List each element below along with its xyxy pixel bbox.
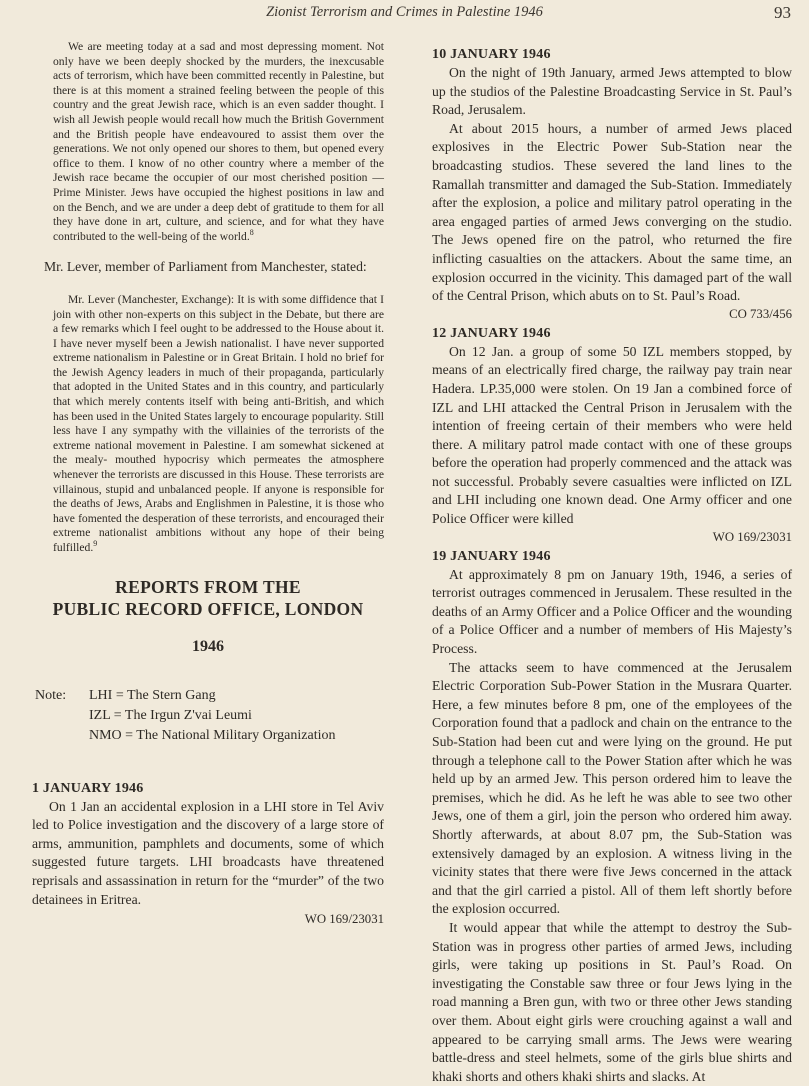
note-item: LHI = The Stern Gang	[89, 687, 216, 703]
abbreviation-notes	[32, 686, 384, 746]
quote-block-2	[53, 293, 384, 556]
entry-19-january-para-2: The attacks seem to have commenced at the Jerusalem Electric Corporation Sub-Power Station in the Musrara Quarter. Here, a few minutes before 8 pm, one of the employees of the Corporation found that a padlock and chain on the entrance to the Sub-Station had been cut and were lying on the ground. He put through a telephone call to the Power Station after which he was held up by an armed Jew. This person ordered him to leave the premises, which he did. As he left he was able to see two other Jews, one of them a girl, join the person who ordered him away. Shortly afterwards, at about 8.07 pm, the Sub-Station was extensively damaged by an explosion. A witness living in the vicinity states that there were five Jews concerned in the attack and that the girl carried a pistol. All of them left shortly before the explosion occurred.	[432, 659, 792, 917]
reference-wo-169-23031: WO 169/23031	[712, 529, 792, 544]
note-list	[89, 686, 384, 746]
reference-co-733-456: CO 733/456	[729, 306, 792, 321]
entry-19-january-para-3: It would appear that while the attempt to destroy the Sub-Station was in progress other parties of armed Jews, including girls, were taking up positions in St. Paul’s Road. On investigating the Constable saw three or four Jews lying in the road manning a Bren gun, with two or three other Jews standing over them. About eight girls were crouching against a wall and appeared to be carrying small arms. The Jews were wearing battle-dress and steel helmets, some of the girls blue shirts and khaki shorts and others khaki shirts and slacks. At	[432, 919, 792, 1084]
entry-10-january-para-1: On the night of 19th January, armed Jews attempted to blow up the studios of the Palestine Broadcasting Service in St. Paul’s Road, Jerusalem.	[432, 65, 792, 118]
section-heading-line-1: REPORTS FROM THE	[115, 576, 301, 597]
footnote-ref-8: 8	[249, 227, 254, 237]
note-item: IZL = The Irgun Z'vai Leumi	[89, 707, 252, 723]
entry-12-january-text: On 12 Jan. a group of some 50 IZL members stopped, by means of an electrically fired charge, the railway pay train near Hadera. LP.35,000 were stolen. On 19 Jan a combined force of IZL and LHI attacked the Central Prison in Jerusalem with the intention of freeing certain of their members who were held there. A military patrol made contact with one of these groups before the operation had properly commenced and the attack was not successful. Probably severe casualties were inflicted on IZL and LHI including one known dead. One Army officer and one Police Officer were killed	[432, 343, 792, 527]
section-heading	[32, 576, 384, 620]
entry-10-january-para-2: At about 2015 hours, a number of armed Jews placed explosives in the Electric Power Sub-Station near the broadcasting studios. These severed the land lines to the Ramallah transmitter and damaged the Sub-Station. Immediately after the explosion, a police and military patrol operating in the area engaged parties of armed Jews converging on the studio. The Jews opened fire on the patrol, who returned the fire inflicting casualties on the attackers. About the same time, an explosion occurred in the vicinity. This damaged part of the wall of the Central Prison, which abuts on to St. Paul’s Road.	[432, 120, 792, 304]
lever-intro: Mr. Lever, member of Parliament from Manchester, stated:	[44, 259, 367, 275]
note-item: NMO = The National Military Organization	[89, 727, 336, 743]
entry-text-1-january: On 1 Jan an accidental explosion in a LHI store in Tel Aviv led to Police investigation and the discovery of a large store of arms, ammunition, pamphlets and documents, some of which suggested future targets. LHI broadcasts have threatened reprisals and assassination in return for the “murder” of the two detainees in Eritrea.	[32, 798, 384, 907]
entry-heading-1-january: 1 JANUARY 1946	[32, 780, 144, 796]
quote-1-text: We are meeting today at a sad and most depressing moment. Not only have we been deeply shocked by the murders, the inexcusable acts of terrorism, which have been committed recently in Palestine, but there is at this moment a strained feeling between the people of this country and the great Jewish race, which is an even sadder thought. I wish all Jewish people would recall how much the British Government and the British people have endeavoured to assist them over the generations. We not only opened our shores to them, but opened every office to them. I know of no other country where a member of the Jewish race became the occupier of our most cherished position — Prime Minister. Jews have occupied the highest positions in law and on the Bench, and we are under a deep debt of gratitude to them for all they have done in art, culture, and science, and for what they have contributed to the well-being of the world.	[53, 40, 384, 243]
running-title: Zionist Terrorism and Crimes in Palestine 1946	[266, 4, 543, 20]
right-column	[432, 46, 792, 1086]
left-column	[32, 40, 384, 928]
page-header	[0, 0, 809, 30]
footnote-ref-9: 9	[93, 539, 98, 549]
entry-heading-10-january: 10 JANUARY 1946	[432, 47, 551, 62]
reference-wo-169-23031: WO 169/23031	[304, 912, 384, 927]
note-label: Note:	[35, 687, 67, 703]
quote-block-1	[53, 40, 384, 244]
section-heading-line-2: PUBLIC RECORD OFFICE, LONDON	[52, 598, 364, 619]
entry-heading-19-january: 19 JANUARY 1946	[432, 548, 551, 564]
section-year: 1946	[192, 637, 224, 655]
entry-heading-12-january: 12 JANUARY 1946	[432, 325, 551, 341]
quote-2-text: Mr. Lever (Manchester, Exchange): It is with some diffidence that I join with other non-experts on this subject in the Debate, but there are a few remarks which I feel ought to be addressed to the House about it. I have never myself been a Jewish nationalist. I have never supported extreme nationalism in Palestine or in Great Britain. I hold no brief for the Jewish Agency leaders in much of their propaganda, particularly that adopted in the United States and in this country, and particularly that which merely contents itself with being anti-British, and which has been used in the United States largely to encourage popularity. Still less have I any sympathy with the villainies of the terrorists of the extreme national movement in Palestine. I am somewhat sickened at the mealy- mouthed hypocrisy which permeates the atmosphere whenever the terrorists are discussed in this House. These terrorists are villainous, stupid and unbalanced people. If anyone is responsible for the deaths of Jews, Arabs and Englishmen in Palestine, it is those who have fomented the desperation of these terrorists, and encouraged their extreme nationalist ambitions without any hope of their being fulfilled.	[53, 292, 384, 554]
entry-19-january-para-1: At approximately 8 pm on January 19th, 1946, a series of terrorist outrages commenced in Jerusalem. These resulted in the deaths of an Army Officer and a Police Officer and the wounding of a Police Officer and a number of members of His Majesty’s Process.	[432, 566, 792, 657]
page-number: 93	[774, 3, 791, 22]
